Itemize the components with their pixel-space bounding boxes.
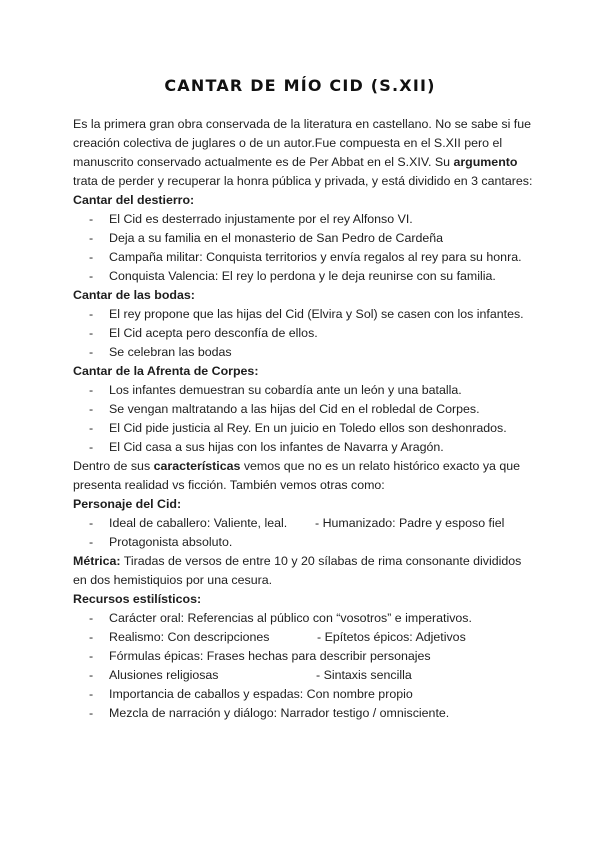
- list-item: [73, 666, 533, 685]
- personaje-item-right: - Humanizado: Padre y esposo fiel: [315, 516, 505, 530]
- caracteristicas-bold: características: [153, 459, 241, 473]
- intro-text-2: trata de perder y recuperar la honra pública y privada, y está dividido en 3 cantares:: [73, 174, 533, 188]
- list-destierro: [73, 210, 533, 286]
- metrica-text: Tiradas de versos de entre 10 y 20 sílabas de rima consonante divididos en dos hemistiquios por una cesura.: [73, 554, 522, 587]
- recursos-item-right: - Sintaxis sencilla: [316, 668, 412, 682]
- heading-afrenta: Cantar de la Afrenta de Corpes:: [73, 364, 259, 378]
- list-item: - El Cid es desterrado injustamente por el rey Alfonso VI.: [73, 210, 533, 229]
- heading-destierro: Cantar del destierro:: [73, 193, 195, 207]
- list-item: [73, 514, 533, 533]
- intro-text-1: Es la primera gran obra conservada de la literatura en castellano. No se sabe si fue creación colectiva de juglares o de un autor.Fue compuesta en el S.XII pero el manuscrito conservado actualmente es de Per Abbat en el S.XIV. Su: [73, 117, 532, 169]
- intro-bold-argumento: argumento: [453, 155, 518, 169]
- page-title: CANTAR DE MÍO CID (S.XII): [164, 76, 436, 95]
- list-item: - El Cid casa a sus hijas con los infantes de Navarra y Aragón.: [73, 438, 533, 457]
- list-recursos: [73, 609, 533, 723]
- list-item: - Importancia de caballos y espadas: Con nombre propio: [73, 685, 533, 704]
- list-item: - Carácter oral: Referencias al público con “vosotros” e imperativos.: [73, 609, 533, 628]
- list-item: - El rey propone que las hijas del Cid (Elvira y Sol) se casen con los infantes.: [73, 305, 533, 324]
- metrica-paragraph: [73, 552, 533, 590]
- heading-recursos: Recursos estilísticos:: [73, 592, 202, 606]
- list-item: - Protagonista absoluto.: [73, 533, 533, 552]
- list-item: - El Cid pide justicia al Rey. En un juicio en Toledo ellos son deshonrados.: [73, 419, 533, 438]
- list-item: [73, 628, 533, 647]
- metrica-label: Métrica:: [73, 554, 121, 568]
- list-item: - Fórmulas épicas: Frases hechas para describir personajes: [73, 647, 533, 666]
- caracteristicas-text-2: vemos que no es un relato histórico exacto ya que presenta realidad vs ficción. También vemos otras como:: [73, 459, 521, 492]
- list-afrenta: [73, 381, 533, 457]
- list-item: - Se vengan maltratando a las hijas del Cid en el robledal de Corpes.: [73, 400, 533, 419]
- personaje-item-left: Ideal de caballero: Valiente, leal.: [109, 516, 288, 530]
- list-item: - El Cid acepta pero desconfía de ellos.: [73, 324, 533, 343]
- list-item: - Mezcla de narración y diálogo: Narrador testigo / omnisciente.: [73, 704, 533, 723]
- list-bodas: [73, 305, 533, 362]
- list-item: - Se celebran las bodas: [73, 343, 533, 362]
- list-item: - Campaña militar: Conquista territorios y envía regalos al rey para su honra.: [73, 248, 533, 267]
- list-item: - Los infantes demuestran su cobardía ante un león y una batalla.: [73, 381, 533, 400]
- caracteristicas-paragraph: [73, 457, 533, 495]
- intro-paragraph: [73, 115, 533, 191]
- recursos-item-left: Alusiones religiosas: [109, 668, 219, 682]
- document-body: [73, 115, 533, 723]
- recursos-item-right: - Epítetos épicos: Adjetivos: [317, 630, 466, 644]
- caracteristicas-text-1: Dentro de sus: [73, 459, 154, 473]
- list-item: - Deja a su familia en el monasterio de San Pedro de Cardeña: [73, 229, 533, 248]
- list-item: - Conquista Valencia: El rey lo perdona y le deja reunirse con su familia.: [73, 267, 533, 286]
- recursos-item-left: Realismo: Con descripciones: [109, 630, 270, 644]
- heading-bodas: Cantar de las bodas:: [73, 288, 195, 302]
- heading-personaje: Personaje del Cid:: [73, 497, 182, 511]
- list-personaje: [73, 514, 533, 552]
